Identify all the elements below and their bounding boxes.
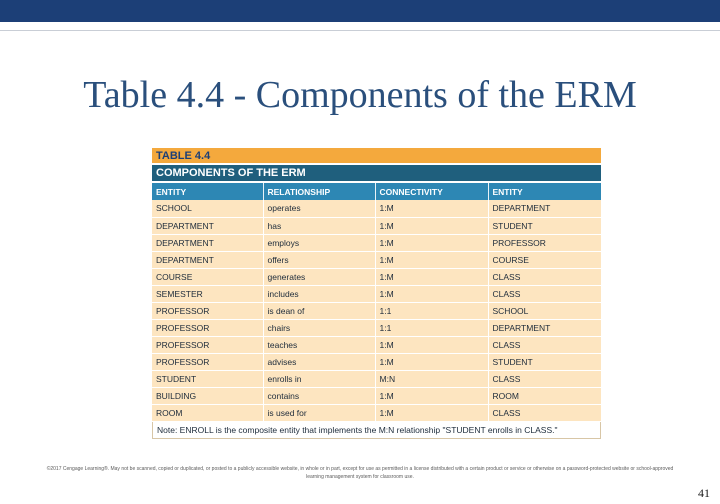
table-cell: includes bbox=[263, 285, 375, 302]
column-header-relationship: RELATIONSHIP bbox=[263, 183, 375, 200]
table-heading: COMPONENTS OF THE ERM bbox=[152, 165, 601, 181]
table-cell: PROFESSOR bbox=[488, 234, 601, 251]
column-header-entity-2: ENTITY bbox=[488, 183, 601, 200]
table-cell: COURSE bbox=[488, 251, 601, 268]
table-cell: contains bbox=[263, 387, 375, 404]
table-note: Note: ENROLL is the composite entity that implements the M:N relationship "STUDENT enrolls in CLASS." bbox=[152, 422, 601, 439]
top-divider bbox=[0, 30, 720, 31]
table-cell: ROOM bbox=[152, 404, 263, 421]
column-header-connectivity: CONNECTIVITY bbox=[375, 183, 488, 200]
top-bar bbox=[0, 0, 720, 22]
table-cell: chairs bbox=[263, 319, 375, 336]
table-cell: PROFESSOR bbox=[152, 353, 263, 370]
table-cell: PROFESSOR bbox=[152, 302, 263, 319]
table-cell: CLASS bbox=[488, 370, 601, 387]
table-row bbox=[152, 336, 601, 353]
table-cell: M:N bbox=[375, 370, 488, 387]
table-cell: 1:M bbox=[375, 234, 488, 251]
table-cell: CLASS bbox=[488, 285, 601, 302]
slide-title: Table 4.4 - Components of the ERM bbox=[83, 74, 637, 116]
table-cell: 1:1 bbox=[375, 302, 488, 319]
table-row bbox=[152, 387, 601, 404]
table-cell: PROFESSOR bbox=[152, 319, 263, 336]
erm-table bbox=[152, 148, 601, 439]
table-cell: 1:M bbox=[375, 251, 488, 268]
table-cell: operates bbox=[263, 200, 375, 217]
table-cell: CLASS bbox=[488, 336, 601, 353]
table-cell: SCHOOL bbox=[152, 200, 263, 217]
table-cell: enrolls in bbox=[263, 370, 375, 387]
table-cell: STUDENT bbox=[152, 370, 263, 387]
table-cell: DEPARTMENT bbox=[488, 200, 601, 217]
table-cell: has bbox=[263, 217, 375, 234]
table-row bbox=[152, 217, 601, 234]
table-row bbox=[152, 268, 601, 285]
table-cell: STUDENT bbox=[488, 217, 601, 234]
table-cell: ROOM bbox=[488, 387, 601, 404]
table-row bbox=[152, 302, 601, 319]
table-cell: 1:M bbox=[375, 200, 488, 217]
table-row bbox=[152, 370, 601, 387]
table-row bbox=[152, 234, 601, 251]
components-table bbox=[152, 183, 601, 422]
table-cell: 1:M bbox=[375, 353, 488, 370]
table-cell: CLASS bbox=[488, 268, 601, 285]
copyright-notice: ©2017 Cengage Learning®. May not be scanned, copied or duplicated, or posted to a publicly accessible website, in whole or in part, except for use as permitted in a license distributed with a certain product or service or otherwise on a password-protected website or school-approved learning management system for classroom use. bbox=[46, 466, 674, 480]
table-cell: 1:M bbox=[375, 285, 488, 302]
table-label: TABLE 4.4 bbox=[152, 148, 601, 163]
table-cell: 1:M bbox=[375, 336, 488, 353]
column-header-entity: ENTITY bbox=[152, 183, 263, 200]
table-cell: DEPARTMENT bbox=[152, 217, 263, 234]
table-cell: PROFESSOR bbox=[152, 336, 263, 353]
table-cell: DEPARTMENT bbox=[152, 234, 263, 251]
table-cell: BUILDING bbox=[152, 387, 263, 404]
table-row bbox=[152, 353, 601, 370]
table-cell: teaches bbox=[263, 336, 375, 353]
table-cell: offers bbox=[263, 251, 375, 268]
table-cell: is dean of bbox=[263, 302, 375, 319]
table-cell: 1:M bbox=[375, 217, 488, 234]
table-cell: 1:M bbox=[375, 404, 488, 421]
table-cell: 1:M bbox=[375, 387, 488, 404]
table-row bbox=[152, 319, 601, 336]
table-cell: 1:M bbox=[375, 268, 488, 285]
header-row bbox=[152, 183, 601, 200]
table-cell: SEMESTER bbox=[152, 285, 263, 302]
table-body bbox=[152, 200, 601, 421]
table-cell: advises bbox=[263, 353, 375, 370]
page-number: 41 bbox=[698, 486, 710, 500]
table-cell: CLASS bbox=[488, 404, 601, 421]
table-cell: generates bbox=[263, 268, 375, 285]
table-cell: 1:1 bbox=[375, 319, 488, 336]
table-row bbox=[152, 404, 601, 421]
table-cell: COURSE bbox=[152, 268, 263, 285]
table-row bbox=[152, 285, 601, 302]
table-cell: DEPARTMENT bbox=[488, 319, 601, 336]
table-cell: is used for bbox=[263, 404, 375, 421]
table-row bbox=[152, 251, 601, 268]
table-row bbox=[152, 200, 601, 217]
table-cell: employs bbox=[263, 234, 375, 251]
table-cell: STUDENT bbox=[488, 353, 601, 370]
table-cell: DEPARTMENT bbox=[152, 251, 263, 268]
table-cell: SCHOOL bbox=[488, 302, 601, 319]
